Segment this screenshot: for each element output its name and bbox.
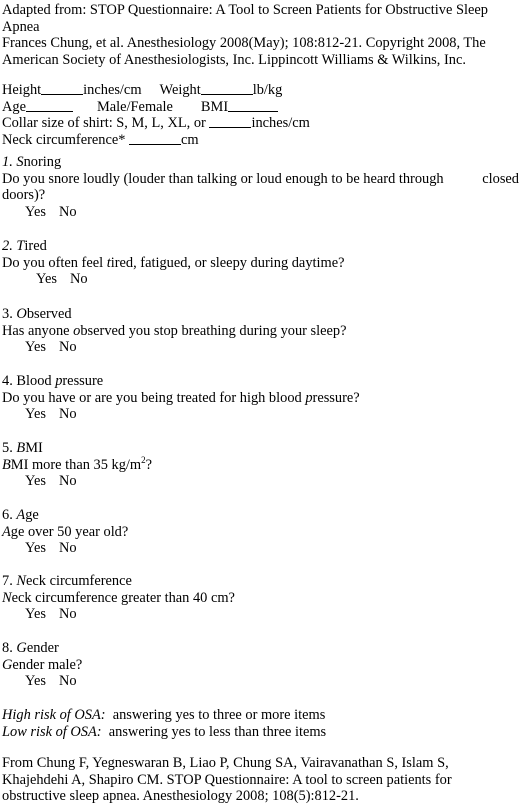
header-line-1: Adapted from: STOP Questionnaire: A Tool to Screen Patients for Obstructive Sleep — [2, 2, 488, 18]
neck-unit: cm — [181, 131, 199, 148]
collar-label: Collar size of shirt: S, M, L, XL, or — [2, 115, 210, 131]
question-title: 7. Neck circumference — [2, 573, 132, 589]
answer-no[interactable]: No — [58, 673, 77, 689]
question-text: Do you often feel tired, fatigued, or sleepy during daytime? — [2, 254, 345, 271]
collar-row — [2, 115, 519, 132]
answer-no[interactable]: No — [58, 203, 77, 220]
answer-yes[interactable]: Yes — [25, 540, 46, 556]
footer-line-3: obstructive sleep apnea. Anesthesiology 2008; 108(5):812-21. — [2, 788, 359, 804]
question-8 — [2, 640, 519, 690]
answer-options — [2, 271, 519, 288]
header-line-2: Apnea — [2, 18, 40, 35]
answer-no[interactable]: No — [58, 473, 77, 489]
question-6 — [2, 507, 519, 557]
question-title: 1. Snoring — [2, 154, 62, 170]
footer-line-1: From Chung F, Yegneswaran B, Liao P, Chung SA, Vairavanathan S, Islam S, — [2, 755, 449, 771]
answer-yes[interactable]: Yes — [25, 606, 46, 622]
question-5 — [2, 440, 519, 490]
answer-yes[interactable]: Yes — [36, 271, 57, 287]
question-title: 5. BMI — [2, 440, 43, 456]
question-title: 2. Tired — [2, 238, 47, 254]
question-text: Do you snore loudly (louder than talking or loud enough to be heard through closed — [2, 170, 519, 187]
sex-label[interactable]: Male/Female — [96, 98, 173, 115]
answer-no[interactable]: No — [58, 406, 77, 422]
question-text: Gender male? — [2, 656, 83, 673]
answer-options — [2, 339, 519, 356]
question-text: Do you have or are you being treated for high blood pressure? — [2, 389, 360, 406]
header-line-3: Frances Chung, et al. Anesthesiology 2008(May); 108:812-21. Copyright 2008, The — [2, 35, 486, 51]
question-title: 8. Gender — [2, 640, 59, 656]
neck-label: Neck circumference* — [2, 131, 130, 148]
question-1 — [2, 154, 519, 220]
question-2 — [2, 238, 519, 288]
age-sex-bmi-row — [2, 99, 519, 116]
answer-options — [2, 406, 519, 423]
reference-footer — [2, 755, 519, 805]
citation-header — [2, 2, 519, 68]
answer-options — [2, 540, 519, 557]
answer-yes[interactable]: Yes — [25, 339, 46, 355]
neck-row — [2, 132, 519, 149]
answer-options — [2, 204, 519, 221]
bmi-field[interactable] — [228, 99, 278, 112]
answer-yes[interactable]: Yes — [25, 673, 46, 689]
low-risk-line: Low risk of OSA: answering yes to less than three items — [2, 723, 327, 740]
header-line-4: American Society of Anesthesiologists, Inc. Lippincott Williams & Wilkins, Inc. — [2, 51, 466, 68]
answer-options — [2, 673, 519, 690]
height-unit: inches/cm — [83, 82, 142, 98]
question-text: BMI more than 35 $kg/m^2$? — [2, 454, 152, 473]
weight-field[interactable] — [201, 82, 253, 95]
risk-scoring — [2, 707, 519, 740]
patient-info-form — [2, 82, 519, 148]
height-field[interactable] — [41, 82, 83, 95]
age-field[interactable] — [26, 99, 73, 112]
height-weight-row — [2, 82, 519, 99]
collar-field[interactable] — [209, 115, 251, 128]
answer-yes[interactable]: Yes — [25, 406, 46, 422]
high-risk-line: High risk of OSA: answering yes to three or more items — [2, 707, 326, 723]
question-4 — [2, 373, 519, 423]
question-text: Age over 50 year old? — [2, 523, 129, 540]
answer-no[interactable]: No — [58, 339, 77, 355]
footer-line-2: Khajehdehi A, Shapiro CM. STOP Questionnaire: A tool to screen patients for — [2, 771, 452, 788]
age-label: Age — [2, 98, 26, 115]
question-text: Neck circumference greater than 40 cm? — [2, 589, 235, 606]
question-3 — [2, 306, 519, 356]
answer-no[interactable]: No — [58, 606, 77, 622]
question-7 — [2, 573, 519, 623]
answer-options — [2, 606, 519, 623]
answer-no[interactable]: No — [69, 271, 88, 287]
weight-label: Weight — [159, 82, 201, 98]
answer-yes[interactable]: Yes — [25, 473, 46, 489]
weight-unit: lb/kg — [252, 82, 283, 98]
height-label: Height — [2, 82, 42, 98]
bmi-label: BMI — [200, 98, 229, 115]
question-text: Has anyone observed you stop breathing during your sleep? — [2, 322, 347, 339]
question-title: 6. Age — [2, 507, 39, 523]
answer-yes[interactable]: Yes — [25, 203, 46, 220]
neck-field[interactable] — [129, 132, 181, 145]
question-text-cont: doors)? — [2, 187, 46, 203]
question-title: 4. Blood pressure — [2, 373, 104, 389]
question-title: 3. Observed — [2, 306, 72, 322]
low-risk-label: Low risk of OSA: — [2, 723, 102, 740]
answer-options — [2, 473, 519, 490]
answer-no[interactable]: No — [58, 540, 77, 556]
collar-unit: inches/cm — [251, 115, 310, 131]
high-risk-label: High risk of OSA: — [2, 707, 106, 723]
